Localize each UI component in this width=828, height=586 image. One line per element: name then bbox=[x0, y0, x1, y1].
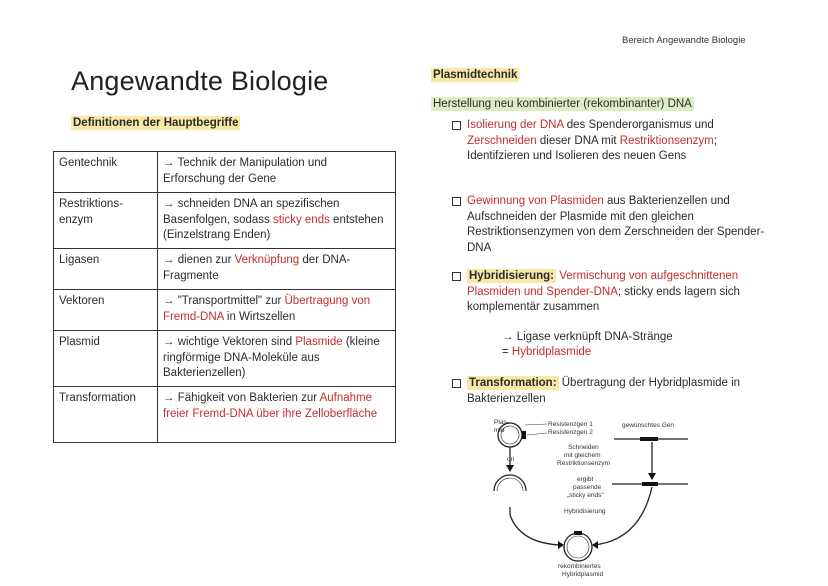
svg-text:passende: passende bbox=[573, 484, 602, 491]
definition-description: → "Transportmittel" zur Übertragung von Fremd-DNA in Wirtszellen bbox=[158, 290, 396, 331]
plasmid-technique-diagram bbox=[490, 415, 700, 580]
svg-text:ergibt: ergibt bbox=[577, 476, 594, 483]
page-title: Angewandte Biologie bbox=[71, 66, 329, 96]
cut-plasmid-arc bbox=[494, 475, 526, 491]
definition-term: Transformation bbox=[54, 387, 158, 443]
svg-text:Resistenzgen 2: Resistenzgen 2 bbox=[548, 429, 593, 436]
svg-text:Schneiden: Schneiden bbox=[568, 444, 599, 451]
definition-description: → schneiden DNA an spezifischen Basenfolgen, sodass sticky ends entstehen (Einzelstrang Enden) bbox=[158, 193, 396, 249]
definition-term: Ligasen bbox=[54, 249, 158, 290]
svg-text:mit gleichem: mit gleichem bbox=[564, 452, 601, 459]
hybrid-note: = Hybridplasmide bbox=[502, 346, 592, 358]
checkbox-icon bbox=[452, 121, 461, 130]
definition-description: → dienen zur Verknüpfung der DNA-Fragmente bbox=[158, 249, 396, 290]
definition-term: Vektoren bbox=[54, 290, 158, 331]
definition-description: → Fähigkeit von Bakterien zur Aufnahme freier Fremd-DNA über ihre Zelloberfläche bbox=[158, 387, 396, 443]
definition-term: Plasmid bbox=[54, 331, 158, 387]
checkbox-icon bbox=[452, 272, 461, 281]
svg-text:Plas-: Plas- bbox=[494, 419, 509, 426]
definition-description: → wichtige Vektoren sind Plasmide (kleine ringförmige DNA-Moleküle aus Bakterienzellen) bbox=[158, 331, 396, 387]
definition-row bbox=[54, 193, 396, 249]
step-item: Transformation: Übertragung der Hybridplasmide in Bakterienzellen bbox=[452, 376, 770, 407]
step-item: Isolierung der DNA des Spenderorganismus und Zerschneiden dieser DNA mit Restriktionsenzym; Identifzieren und Isolieren des neuen Gens bbox=[452, 118, 770, 165]
svg-text:„sticky ends": „sticky ends" bbox=[567, 492, 604, 499]
svg-text:Resistenzgen 1: Resistenzgen 1 bbox=[548, 421, 593, 428]
hybrid-plasmid-circle bbox=[564, 533, 592, 561]
svg-text:mid: mid bbox=[494, 427, 505, 434]
plasmid-section-title: Plasmidtechnik bbox=[433, 69, 518, 81]
svg-text:rekombiniertes: rekombiniertes bbox=[558, 563, 601, 570]
definition-row bbox=[54, 331, 396, 387]
definitions-heading: Definitionen der Hauptbegriffe bbox=[73, 117, 239, 129]
definitions-table bbox=[53, 151, 396, 443]
svg-text:Restriktionsenzym: Restriktionsenzym bbox=[557, 460, 611, 467]
svg-text:ori: ori bbox=[507, 456, 515, 463]
definition-term: Gentechnik bbox=[54, 152, 158, 193]
plasmid-section-subtitle: Herstellung neu kombinierter (rekombinanter) DNA bbox=[433, 98, 692, 110]
checkbox-icon bbox=[452, 197, 461, 206]
step-item: Gewinnung von Plasmiden aus Bakterienzellen und Aufschneiden der Plasmide mit den gleichen Restriktionsenzymen von dem Zerschneiden der Spender-DNA bbox=[452, 194, 770, 256]
definition-row bbox=[54, 152, 396, 193]
checkbox-icon bbox=[452, 379, 461, 388]
svg-text:Hybridplasmid: Hybridplasmid bbox=[562, 571, 604, 578]
definition-description: → Technik der Manipulation und Erforschung der Gene bbox=[158, 152, 396, 193]
svg-text:Hybridisierung: Hybridisierung bbox=[564, 508, 606, 515]
definition-row bbox=[54, 387, 396, 443]
ligase-note: → Ligase verknüpft DNA-Stränge bbox=[502, 331, 673, 343]
definition-row bbox=[54, 249, 396, 290]
header-area-label: Bereich Angewandte Biologie bbox=[622, 35, 746, 46]
definition-term: Restriktions- enzym bbox=[54, 193, 158, 249]
definition-row bbox=[54, 290, 396, 331]
step-item: Hybridisierung: Vermischung von aufgeschnittenen Plasmiden und Spender-DNA; sticky ends lagern sich komplementär zusammen bbox=[452, 269, 770, 316]
svg-text:gewünschtes Gen: gewünschtes Gen bbox=[622, 422, 675, 429]
